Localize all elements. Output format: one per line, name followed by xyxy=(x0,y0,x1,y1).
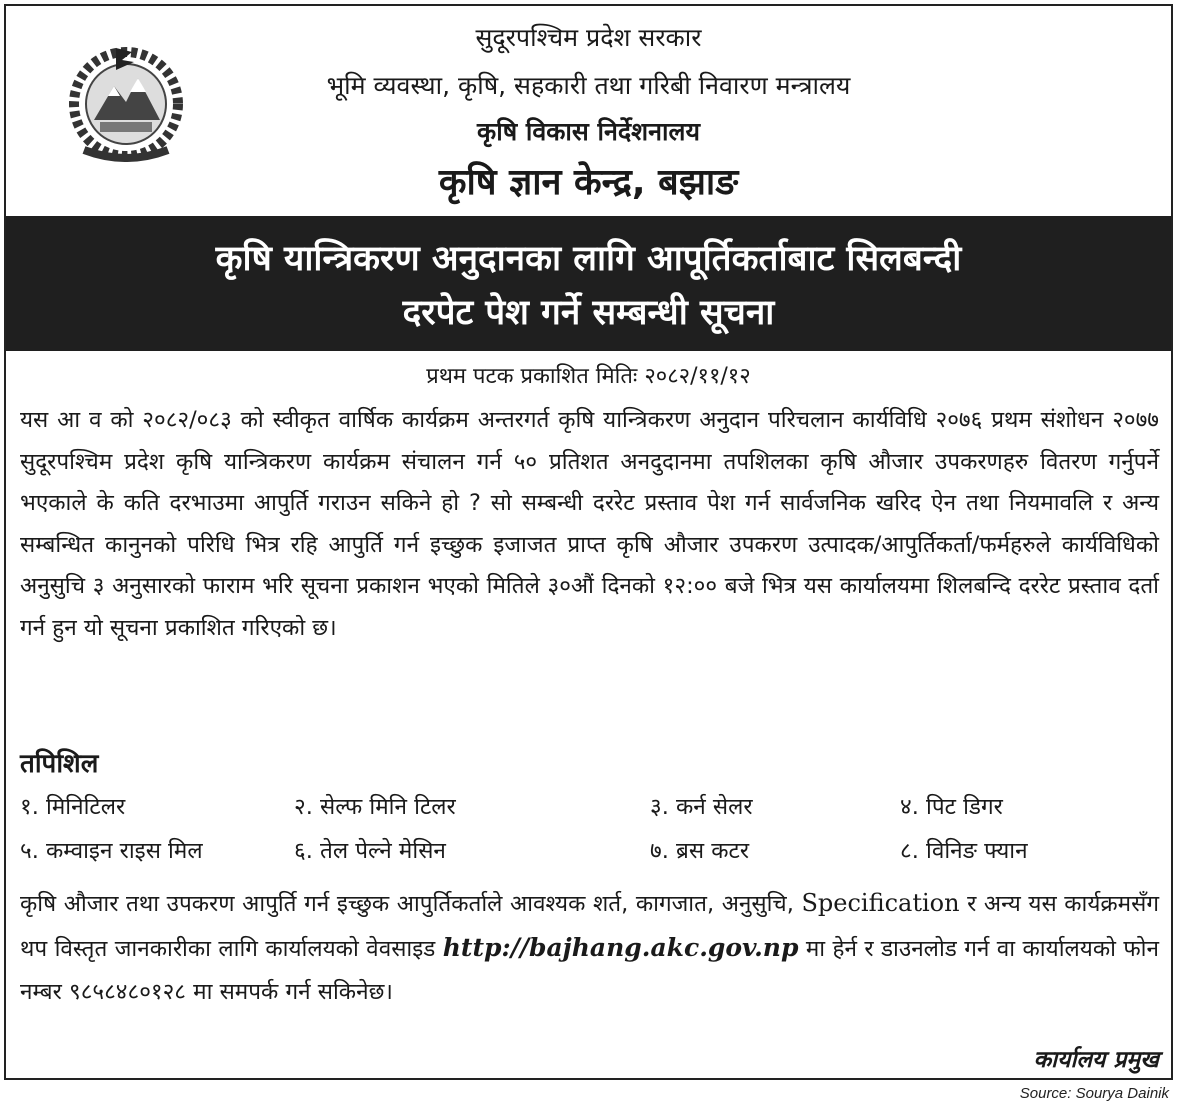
notice-title-line2: दरपेट पेश गर्ने सम्बन्धी सूचना xyxy=(402,293,775,333)
list-item: ३. कर्न सेलर xyxy=(650,794,753,820)
notice-title-line1: कृषि यान्त्रिकरण अनुदानका लागि आपूर्तिकर्ताबाट सिलबन्दी xyxy=(215,239,962,279)
source-credit: Source: Sourya Dainik xyxy=(1019,1085,1169,1102)
notice-title-band xyxy=(6,216,1171,351)
notice-frame xyxy=(4,4,1173,1080)
website-link[interactable]: http://bajhang.akc.gov.np xyxy=(442,933,799,962)
contact-text-2: र अन्य यस कार्यक्रमसँग थप विस्तृत जानकारीका लागि कार्यालयको वेवसाइड xyxy=(20,891,1160,962)
published-date: प्रथम पटक प्रकाशित मितिः २०८२/११/१२ xyxy=(426,364,751,389)
list-item: ७. ब्रस कटर xyxy=(650,838,750,864)
list-item: २. सेल्फ मिनि टिलर xyxy=(294,794,456,820)
contact-text-1: कृषि औजार तथा उपकरण आपुर्ति गर्न इच्छुक आपुर्तिकर्ताले आवश्यक शर्त, कागजात, अनुसुचि, xyxy=(20,891,794,917)
notice-header xyxy=(6,6,1171,216)
office-name: कृषि ज्ञान केन्द्र, बझाङ xyxy=(438,162,739,203)
list-item: ४. पिट डिगर xyxy=(900,794,1003,820)
directorate-name: कृषि विकास निर्देशनालय xyxy=(477,117,700,146)
specification-word: Specification xyxy=(801,889,960,917)
office-chief-signature: कार्यालय प्रमुख xyxy=(1033,1047,1159,1073)
list-item: ६. तेल पेल्ने मेसिन xyxy=(294,838,446,864)
list-item: ८. विनिङ फ्यान xyxy=(900,838,1028,864)
contact-text-3: मा हेर्न र डाउनलोड गर्न वा कार्यालयको फोन नम्बर ९८५८४८०१२८ मा समपर्क गर्न सकिनेछ। xyxy=(20,936,1160,1005)
list-item: १. मिनिटिलर xyxy=(20,794,126,820)
tapsil-heading: तपिशिल xyxy=(20,749,99,779)
list-item: ५. कम्वाइन राइस मिल xyxy=(20,838,203,864)
body-paragraph: यस आ व को २०८२/०८३ को स्वीकृत वार्षिक कार्यक्रम अन्तरगर्त कृषि यान्त्रिकरण अनुदान परिचलान कार्यविधि २०७६ प्रथम संशोधन २०७७ सुदूरपश्चिम प्रदेश कृषि यान्त्रिकरण कार्यक्रम संचालन गर्न ५० प्रतिशत अनदुदानमा तपशिलका कृषि औजार उपकरणहरु वितरण गर्नुपर्ने भएकाले के कति दरभाउमा आपुर्ति गराउन सकिने हो ? सो सम्बन्धी दररेट प्रस्ताव पेश गर्न सार्वजनिक खरिद ऐन तथा नियमावलि र अन्य सम्बन्धित कानुनको परिधि भित्र रहि आपुर्ति गर्न इच्छुक इजाजत प्राप्त कृषि औजार उपकरण उत्पादक/आपुर्तिकर्ता/फर्महरुले कार्यविधिको अनुसुचि ३ अनुसारको फाराम भरि सूचना प्रकाशन भएको मितिले ३०औं दिनको १२:०० बजे भित्र यस कार्यालयमा शिलबन्दि दररेट प्रस्ताव दर्ता गर्न हुन यो सूचना प्रकाशित गरिएको छ। xyxy=(20,407,1159,641)
ministry-name: भूमि व्यवस्था, कृषि, सहकारी तथा गरिबी निवारण मन्त्रालय xyxy=(326,71,851,100)
contact-paragraph xyxy=(20,882,1159,1014)
government-name: सुदूरपश्चिम प्रदेश सरकार xyxy=(475,23,702,52)
